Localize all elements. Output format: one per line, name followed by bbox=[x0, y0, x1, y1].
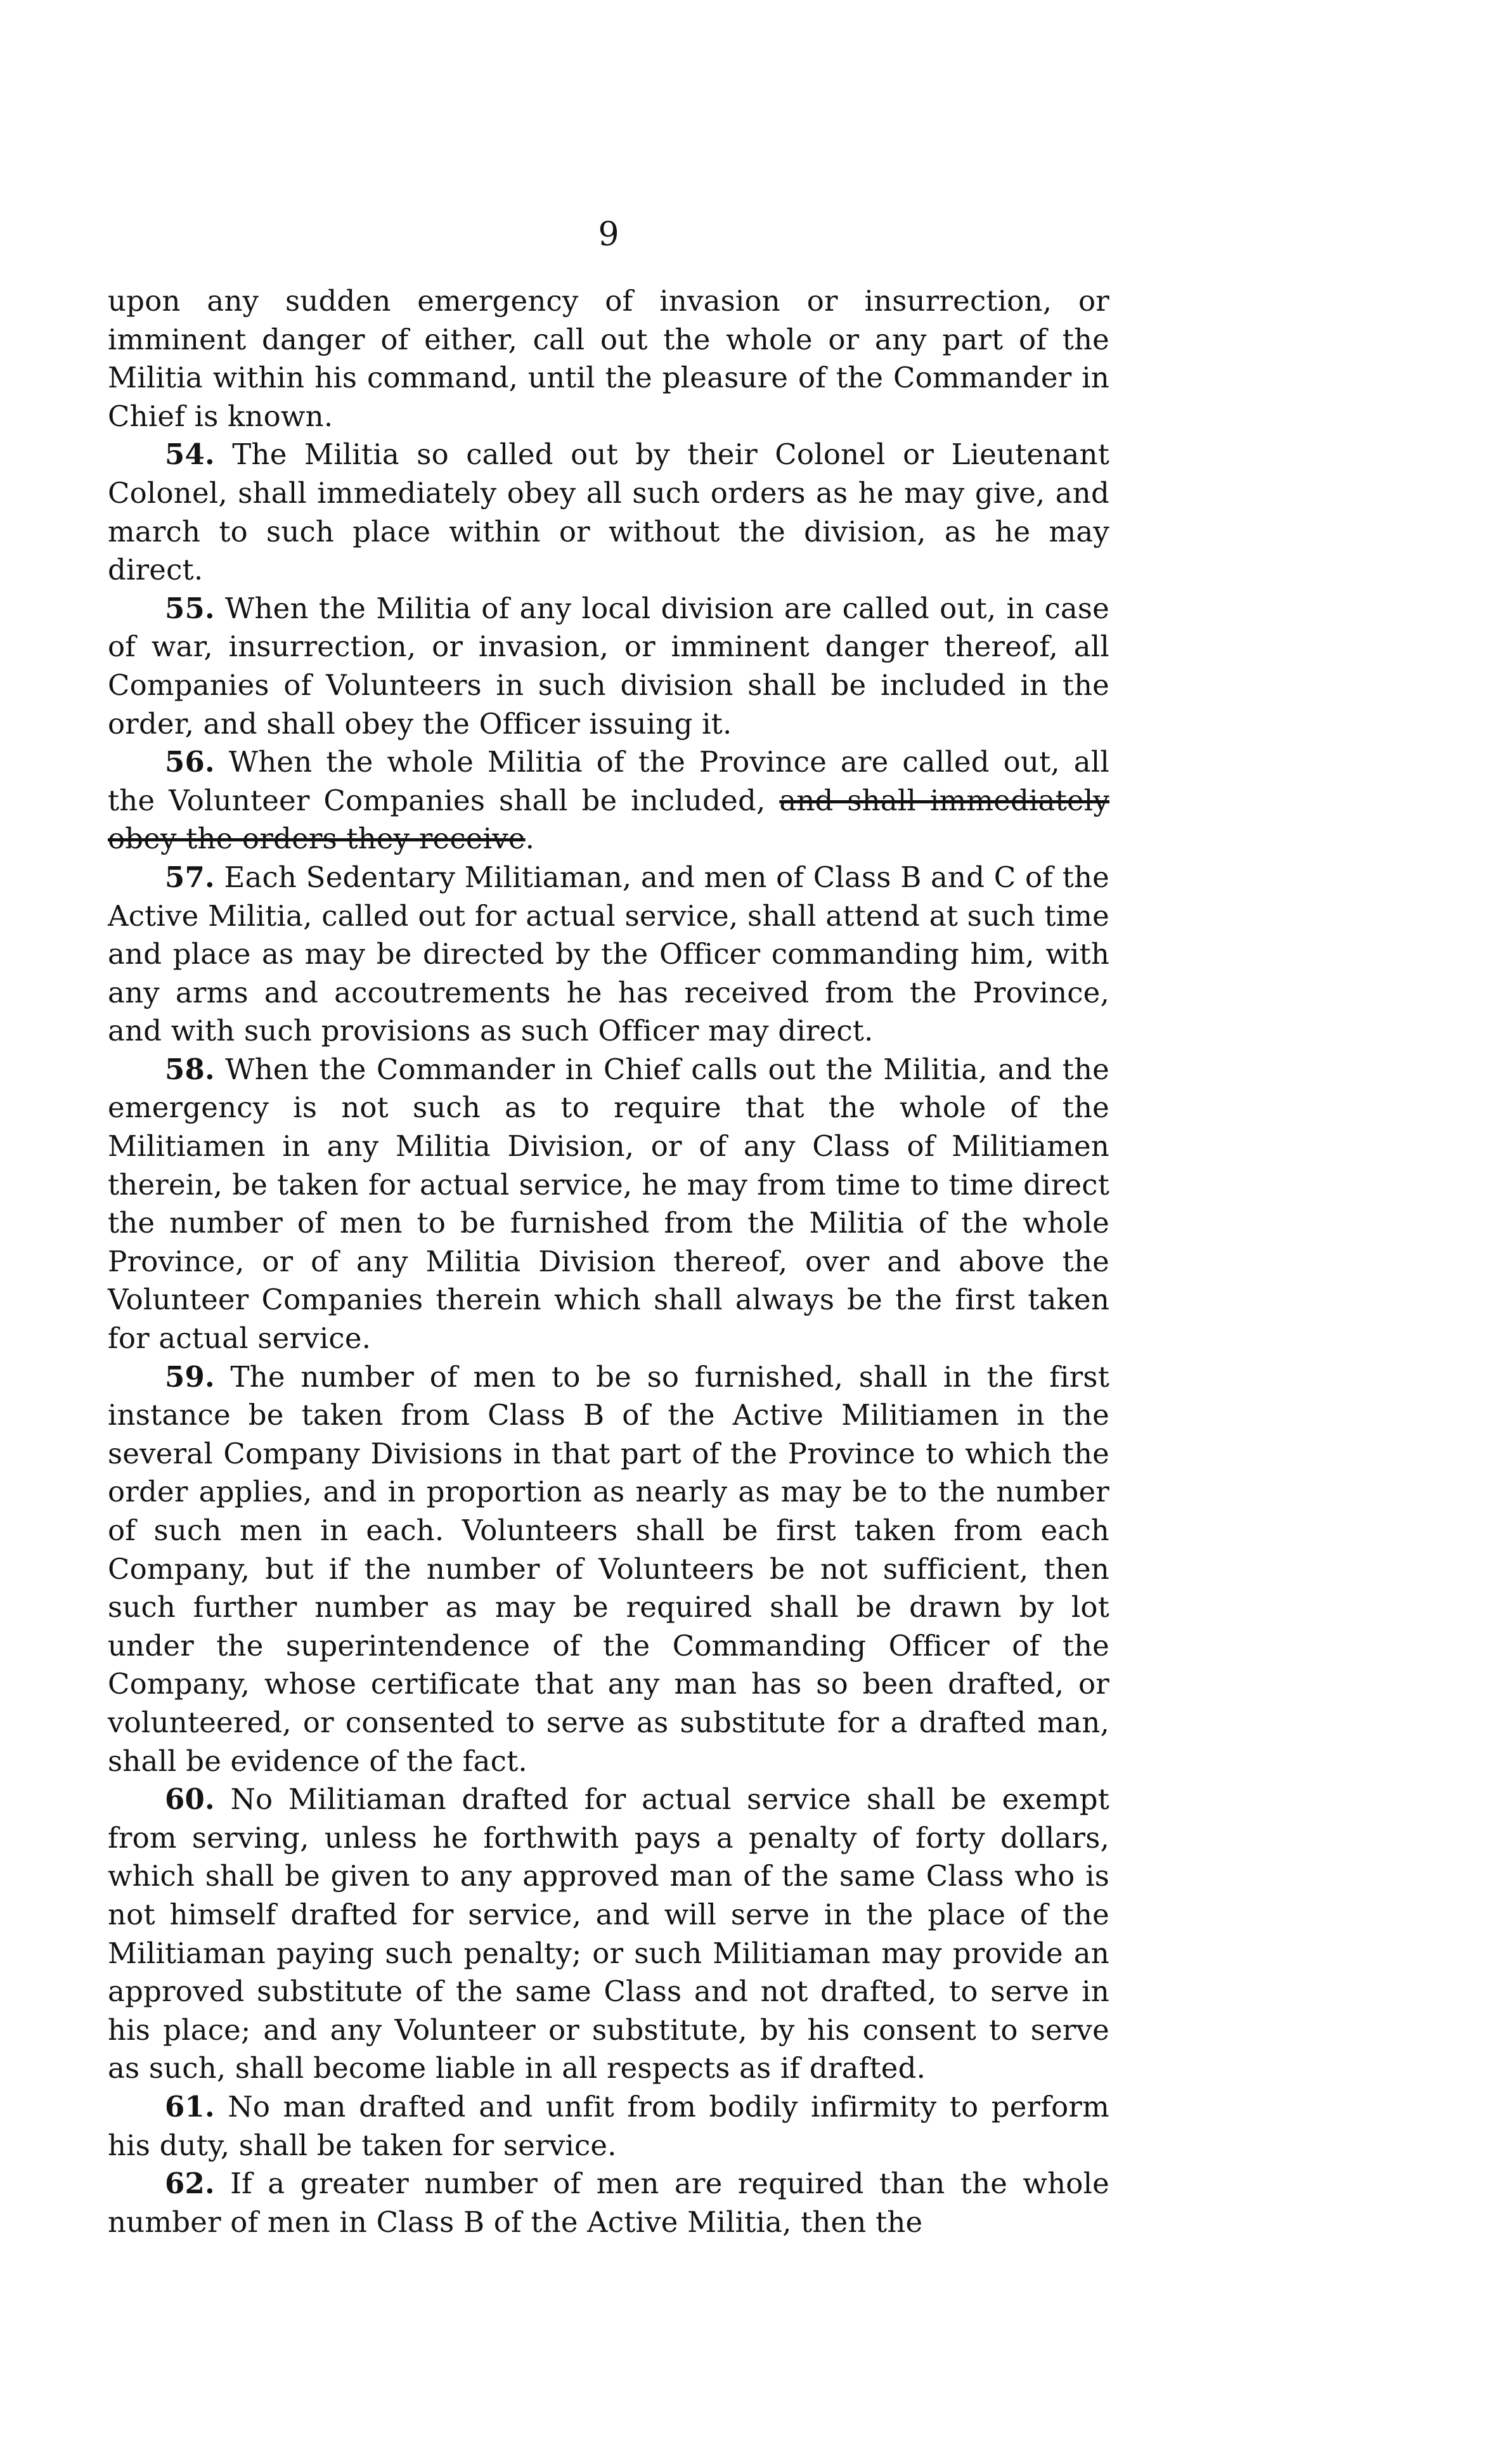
section-number: 57. bbox=[165, 860, 215, 894]
section-number: 62. bbox=[165, 2167, 215, 2201]
section-number: 54. bbox=[165, 438, 215, 472]
section-55 bbox=[108, 590, 1109, 743]
paragraph-text: The number of men to be so furnished, shall in the first instance be taken from Class B of the Active Militiamen in the several Company Divisions in that part of the Province to which the order applies, and in proportion as nearly as may be to the number of such men in each. Volunteers shall be first taken from each Company, but if the number of Volunteers be not sufficient, then such further number as may be required shall be drawn by lot under the superintendence of the Commanding Officer of the Company, whose certificate that any man has so been drafted, or volunteered, or consented to serve as substitute for a drafted man, shall be evidence of the fact. bbox=[108, 1359, 1109, 1778]
body-text bbox=[108, 282, 1109, 2241]
section-56 bbox=[108, 743, 1109, 859]
section-57 bbox=[108, 859, 1109, 1051]
paragraph-text: The Militia so called out by their Colonel or Lieutenant Colonel, shall immediately obey all such orders as he may give, and march to such place within or without the division, as he may direct. bbox=[108, 438, 1109, 587]
paragraph-end: . bbox=[525, 822, 535, 856]
paragraph-text: When the Militia of any local division are called out, in case of war, insurrection, or invasion, or imminent danger thereof, all Companies of Volunteers in such division shall be included in the order, and shall obey the Officer issuing it. bbox=[108, 591, 1109, 741]
document-page bbox=[108, 190, 1109, 2346]
section-number: 56. bbox=[165, 745, 215, 779]
section-61 bbox=[108, 2088, 1109, 2165]
section-number: 55. bbox=[165, 591, 215, 625]
paragraph-text: No Militiaman drafted for actual service shall be exempt from serving, unless he forthwith pays a penalty of forty dollars, which shall be given to any approved man of the same Class who is not himself drafted for service, and will serve in the place of the Militiaman paying such penalty; or such Militiaman may provide an approved substitute of the same Class and not drafted, to serve in his place; and any Volunteer or substitute, by his consent to serve as such, shall become liable in all respects as if drafted. bbox=[108, 1782, 1109, 2085]
section-number: 59. bbox=[165, 1359, 215, 1394]
section-58 bbox=[108, 1051, 1109, 1358]
paragraph-text: When the Commander in Chief calls out the Militia, and the emergency is not such as to require that the whole of the Militiamen in any Militia Division, or of any Class of Militiamen therein, be taken for actual service, he may from time to time direct the number of men to be furnished from the Militia of the whole Province, or of any Militia Division thereof, over and above the Volunteer Companies therein which shall always be the first taken for actual service. bbox=[108, 1052, 1109, 1356]
paragraph-text: No man drafted and unfit from bodily infirmity to perform his duty, shall be taken for service. bbox=[108, 2089, 1109, 2162]
struck-through-text: and shall immediately obey the orders they receive bbox=[108, 783, 1109, 856]
section-number: 58. bbox=[165, 1052, 215, 1086]
paragraph-text: If a greater number of men are required than the whole number of men in Class B of the Active Militia, then the bbox=[108, 2167, 1109, 2239]
page-number: 9 bbox=[598, 216, 619, 254]
section-60 bbox=[108, 1780, 1109, 2088]
paragraph-text: Each Sedentary Militiaman, and men of Class B and C of the Active Militia, called out for actual service, shall attend at such time and place as may be directed by the Officer commanding him, with any arms and accoutrements he has received from the Province, and with such provisions as such Officer may direct. bbox=[108, 860, 1109, 1048]
section-54 bbox=[108, 436, 1109, 589]
section-number: 61. bbox=[165, 2089, 215, 2124]
paragraph-text: upon any sudden emergency of invasion or insurrection, or imminent danger of either, call out the whole or any part of the Militia within his command, until the pleasure of the Commander in Chief is known. bbox=[108, 284, 1109, 433]
section-59 bbox=[108, 1358, 1109, 1781]
paragraph-continued bbox=[108, 282, 1109, 436]
section-number: 60. bbox=[165, 1782, 215, 1817]
section-62 bbox=[108, 2165, 1109, 2241]
paragraph-text: When the whole Militia of the Province are called out, all the Volunteer Companies shall be included, bbox=[108, 745, 1109, 817]
